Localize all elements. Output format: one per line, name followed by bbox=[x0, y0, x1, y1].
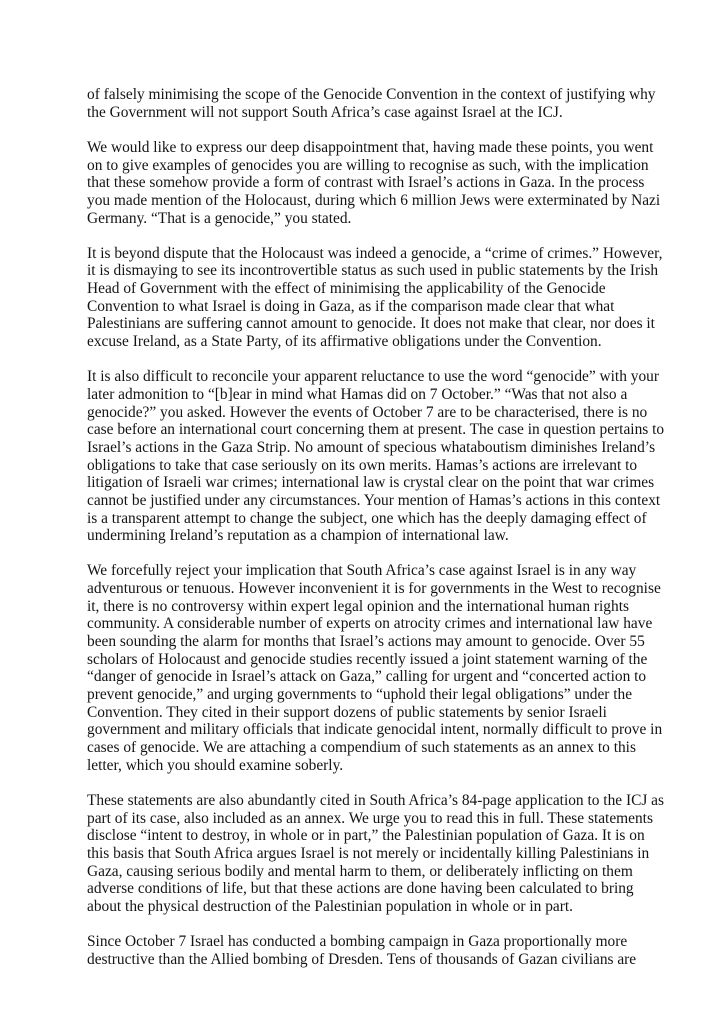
text-line: you made mention of the Holocaust, during which 6 million Jews were exterminated by Nazi bbox=[87, 191, 661, 209]
text-line: prevent genocide,” and urging governments to “uphold their legal obligations” under the bbox=[87, 686, 633, 704]
text-line: of falsely minimising the scope of the Genocide Convention in the context of justifying why bbox=[87, 86, 656, 103]
text-line: letter, which you should examine soberly. bbox=[87, 756, 344, 774]
text-line: Palestinians are suffering cannot amount to genocide. It does not make that clear, nor does it bbox=[87, 315, 655, 333]
paragraph-3 bbox=[87, 244, 663, 351]
paragraph-4 bbox=[87, 368, 665, 545]
text-line: is a transparent attempt to change the subject, one which has the deeply damaging effect of bbox=[87, 509, 647, 527]
text-line: We would like to express our deep disappointment that, having made these points, you went bbox=[87, 138, 654, 156]
paragraph-5 bbox=[87, 562, 663, 774]
paragraph-7 bbox=[87, 933, 647, 968]
text-line: Head of Government with the effect of minimising the applicability of the Genocide bbox=[87, 280, 606, 298]
text-line: scholars of Holocaust and genocide studies recently issued a joint statement warning of the bbox=[87, 650, 648, 668]
text-line: part of its case, also included as an annex. We urge you to read this in full. These statements bbox=[87, 809, 653, 827]
text-line: Germany. “That is a genocide,” you stated. bbox=[87, 209, 352, 227]
text-line: Israel’s actions in the Gaza Strip. No amount of specious whataboutism diminishes Ireland’s bbox=[87, 438, 656, 456]
text-line: on to give examples of genocides you are willing to recognise as such, with the implication bbox=[87, 156, 649, 174]
text-line: undermining Ireland’s reputation as a champion of international law. bbox=[87, 527, 509, 545]
text-line: about the physical destruction of the Palestinian population in whole or in part. bbox=[87, 897, 573, 915]
paragraph-2 bbox=[87, 138, 661, 227]
text-line: genocide?” you asked. However the events of October 7 are to be characterised, there is no bbox=[87, 403, 648, 421]
text-line: disclose “intent to destroy, in whole or in part,” the Palestinian population of Gaza. It is on bbox=[87, 827, 645, 845]
text-line: been sounding the alarm for months that Israel’s actions may amount to genocide. Over 55 bbox=[87, 633, 645, 651]
text-line: that these somehow provide a form of contrast with Israel’s actions in Gaza. In the process bbox=[87, 174, 645, 192]
text-line: We forcefully reject your implication that South Africa’s case against Israel is in any way bbox=[87, 562, 637, 580]
text-line: “danger of genocide in Israel’s attack on Gaza,” calling for urgent and “concerted action to bbox=[87, 668, 647, 686]
text-line: It is beyond dispute that the Holocaust was indeed a genocide, a “crime of crimes.” However, bbox=[87, 244, 663, 262]
text-line: obligations to take that case seriously on its own merits. Hamas’s actions are irrelevant to bbox=[87, 456, 638, 474]
text-line: community. A considerable number of experts on atrocity crimes and international law have bbox=[87, 615, 653, 633]
text-line: adverse conditions of life, but that these actions are done having been calculated to bring bbox=[87, 880, 634, 898]
text-line: it, there is no controversy within expert legal opinion and the international human rights bbox=[87, 597, 629, 615]
paragraph-6 bbox=[87, 791, 664, 916]
text-line: government and military officials that indicate genocidal intent, normally difficult to prove in bbox=[87, 721, 663, 739]
text-line: Convention. They cited in their support dozens of public statements by senior Israeli bbox=[87, 703, 607, 721]
text-line: Gaza, causing serious bodily and mental harm to them, or deliberately inflicting on them bbox=[87, 862, 633, 880]
paragraph-1 bbox=[87, 86, 656, 121]
text-line: adventurous or tenuous. However inconvenient it is for governments in the West to recognise bbox=[87, 580, 661, 598]
text-line: destructive than the Allied bombing of Dresden. Tens of thousands of Gazan civilians are bbox=[87, 950, 637, 968]
text-line: later admonition to “[b]ear in mind what Hamas did on 7 October.” “Was that not also a bbox=[87, 385, 628, 403]
text-line: Since October 7 Israel has conducted a bombing campaign in Gaza proportionally more bbox=[87, 933, 628, 951]
text-line: litigation of Israeli war crimes; international law is crystal clear on the point that war crimes bbox=[87, 474, 655, 492]
text-line: excuse Ireland, as a State Party, of its affirmative obligations under the Convention. bbox=[87, 333, 602, 351]
text-line: this basis that South Africa argues Israel is not merely or incidentally killing Palestinians in bbox=[87, 844, 650, 862]
text-line: cannot be justified under any circumstances. Your mention of Hamas’s actions in this context bbox=[87, 491, 661, 509]
text-line: These statements are also abundantly cited in South Africa’s 84-page application to the ICJ as bbox=[87, 791, 664, 809]
text-line: case before an international court concerning them at present. The case in question pertains to bbox=[87, 421, 665, 439]
text-line: cases of genocide. We are attaching a compendium of such statements as an annex to this bbox=[87, 739, 636, 757]
text-line: It is also difficult to reconcile your apparent reluctance to use the word “genocide” with your bbox=[87, 368, 659, 386]
text-line: Convention to what Israel is doing in Gaza, as if the comparison made clear that what bbox=[87, 297, 615, 315]
letter-body bbox=[87, 86, 665, 986]
text-line: it is dismaying to see its incontrovertible status as such used in public statements by the Irish bbox=[87, 262, 659, 280]
text-line: the Government will not support South Africa’s case against Israel at the ICJ. bbox=[87, 103, 563, 121]
